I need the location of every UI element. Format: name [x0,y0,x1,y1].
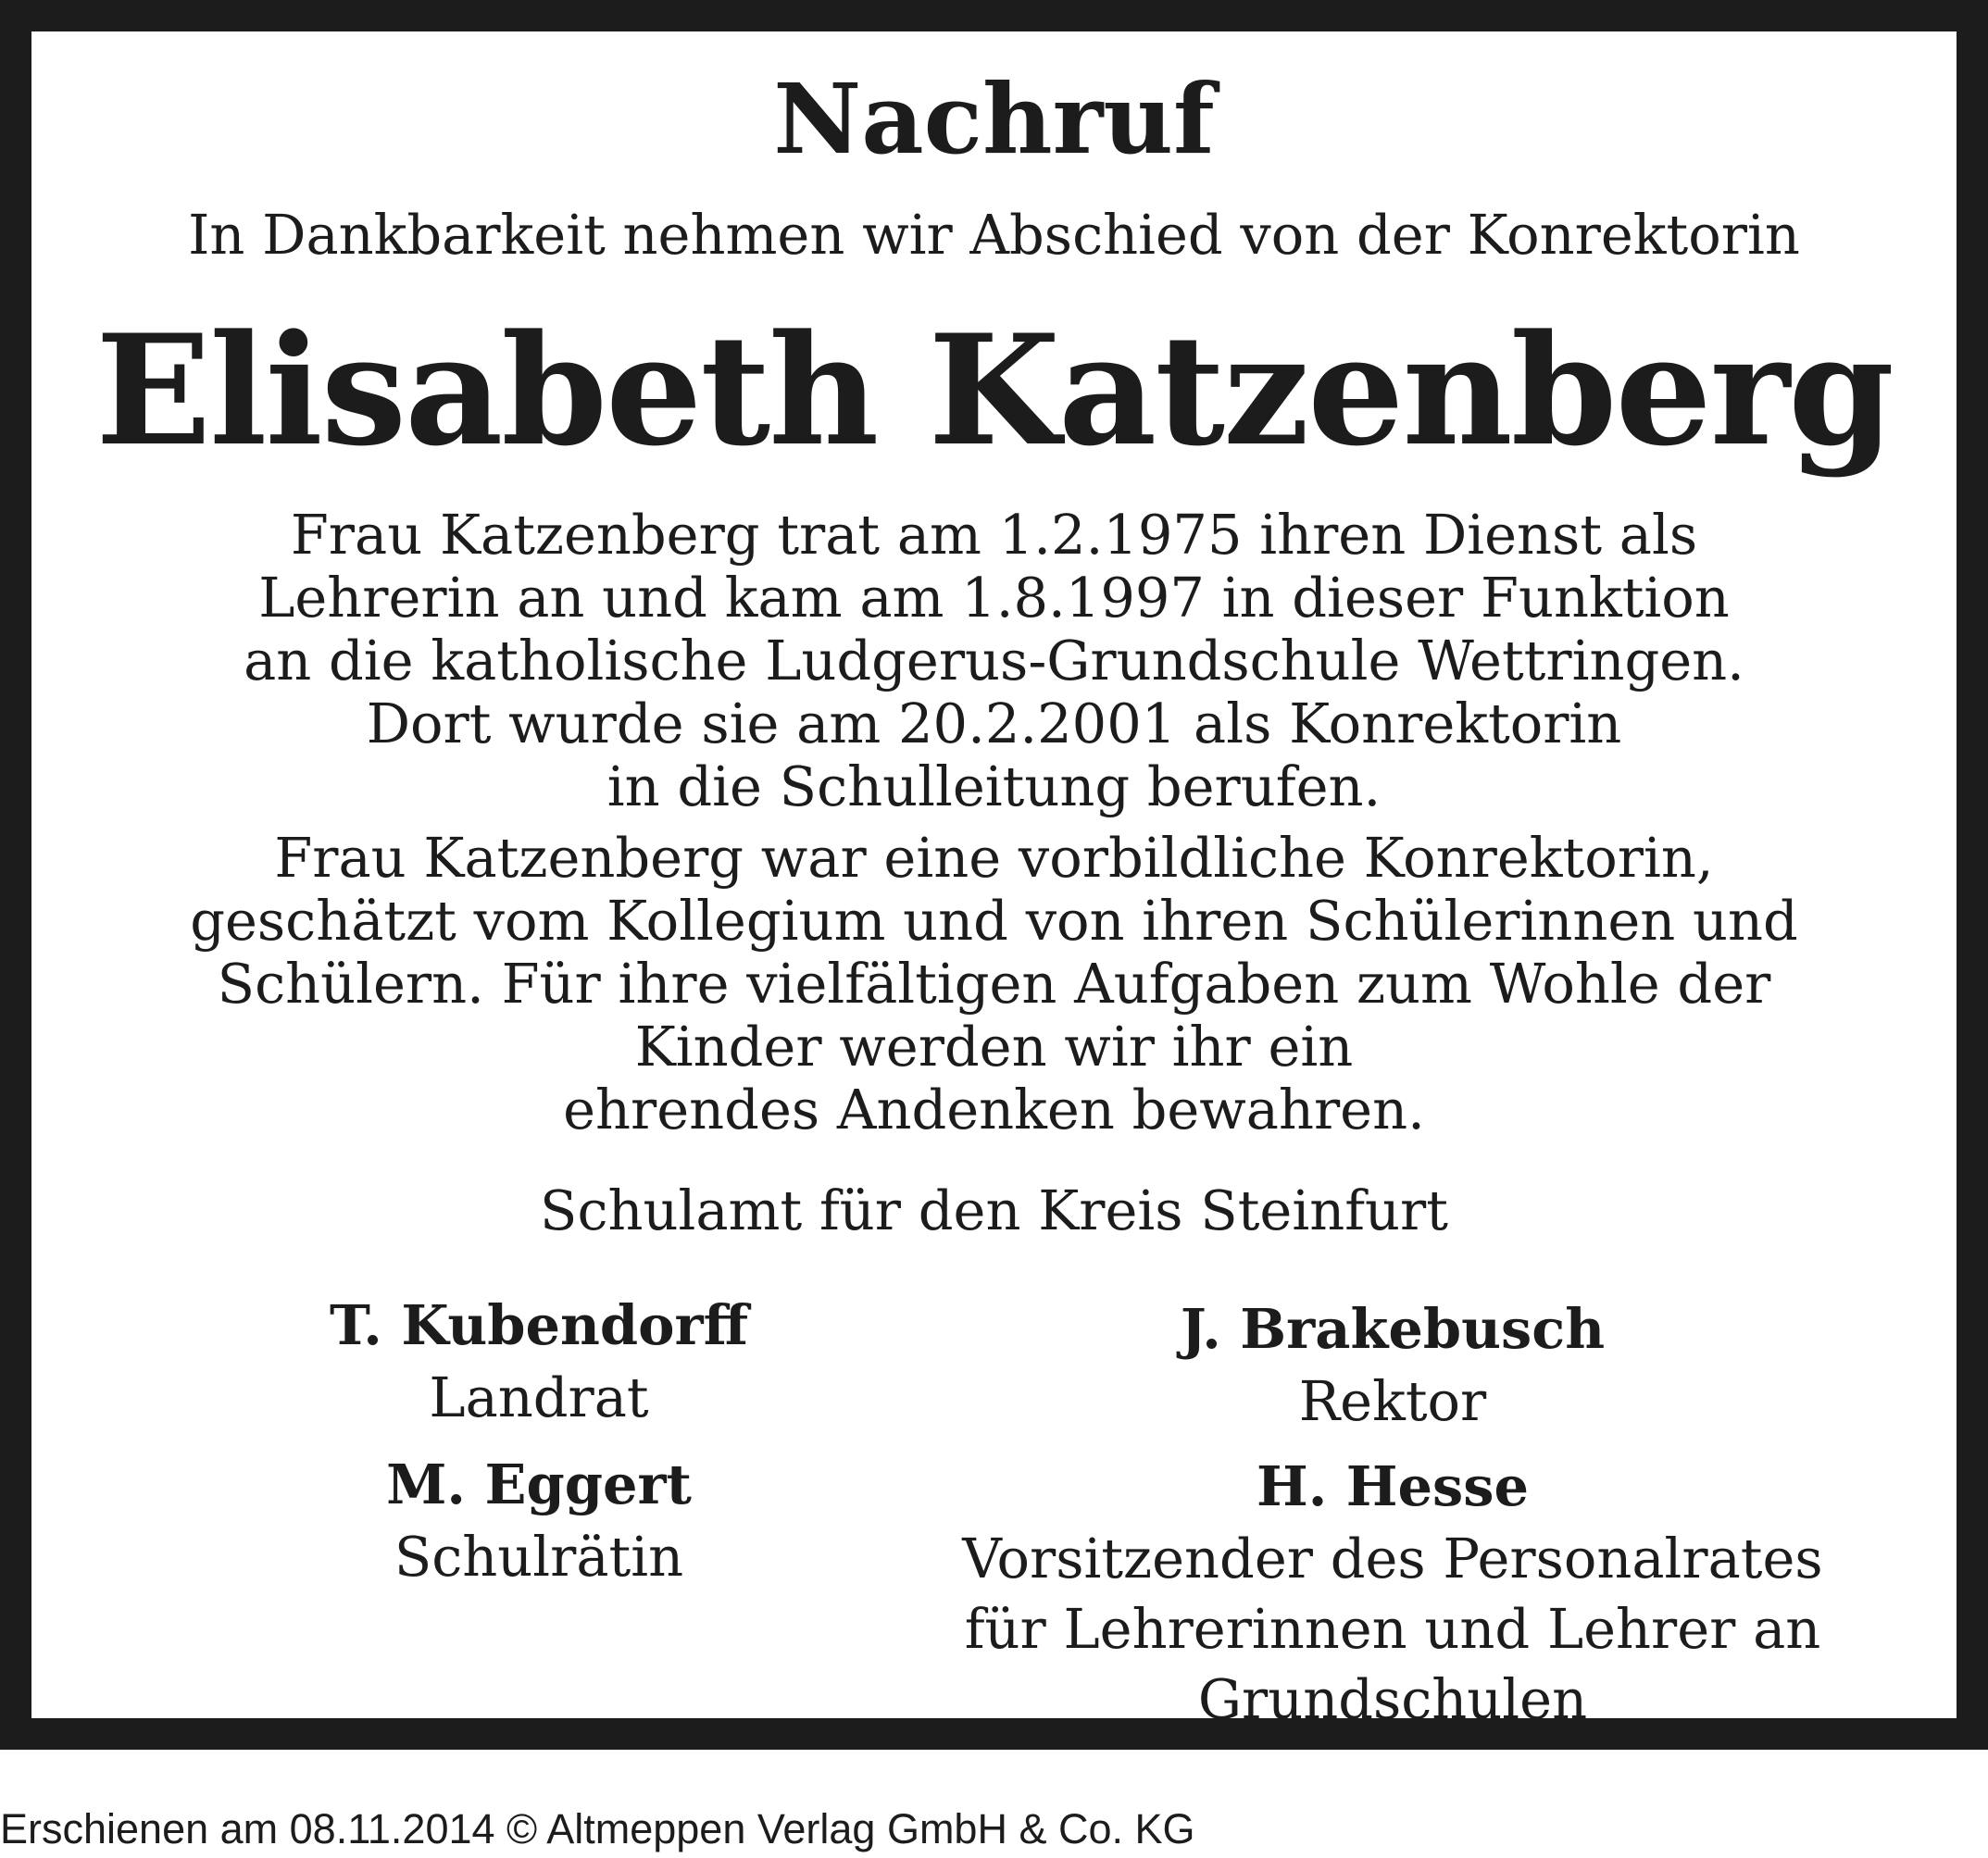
signatory-role: Rektor [1298,1369,1487,1433]
publication-footer: Erschienen am 08.11.2014 © Altmeppen Verlag GmbH & Co. KG [0,1805,1195,1852]
paragraph-line: Kinder werden wir ihr ein [634,1015,1354,1079]
paragraph-line: Frau Katzenberg trat am 1.2.1975 ihren Dienst als [290,503,1698,567]
paragraph-line: ehrendes Andenken bewahren. [563,1078,1425,1141]
signatory-hesse [930,1450,1856,1735]
paragraph-line: in die Schulleitung berufen. [606,754,1382,818]
deceased-name: Elisabeth Katzenberg [95,301,1893,480]
notice-title: Nachruf [773,62,1215,176]
signatory-name: J. Brakebusch [1180,1297,1606,1361]
signatory-role-line: für Lehrerinnen und Lehrer an [964,1597,1821,1661]
signatory-brakebusch [930,1292,1856,1437]
paragraph-line: Dort wurde sie am 20.2.2001 als Konrektorin [366,692,1622,755]
signatory-role: Landrat [429,1365,649,1429]
paragraph-line: an die katholische Ludgerus-Grundschule Wettringen. [244,629,1744,692]
signatory-role: Schulrätin [394,1525,684,1589]
tribute-paragraph [69,827,1919,1141]
paragraph-line: Lehrerin an und kam am 1.8.1997 in dieser Funktion [258,566,1730,630]
signatory-name: H. Hesse [1256,1454,1530,1518]
paragraph-line: Frau Katzenberg war eine vorbildliche Konrektorin, [274,826,1714,890]
signatory-name: M. Eggert [386,1453,692,1516]
signatory-role-line: Grundschulen [1197,1667,1588,1731]
paragraph-line: geschätzt vom Kollegium und von ihren Schülerinnen und [190,889,1798,953]
paragraph-line: Schülern. Für ihre vielfältigen Aufgaben zum Wohle der [217,952,1771,1016]
signatory-eggert [76,1448,1002,1592]
signatory-role-line: Vorsitzender des Personalrates [962,1527,1823,1590]
signatory-kubendorff [76,1289,1002,1433]
career-paragraph [69,504,1919,818]
signatory-name: T. Kubendorff [329,1293,749,1357]
intro-text: In Dankbarkeit nehmen wir Abschied von der Konrektorin [188,203,1800,267]
issuing-office: Schulamt für den Kreis Steinfurt [540,1178,1448,1242]
